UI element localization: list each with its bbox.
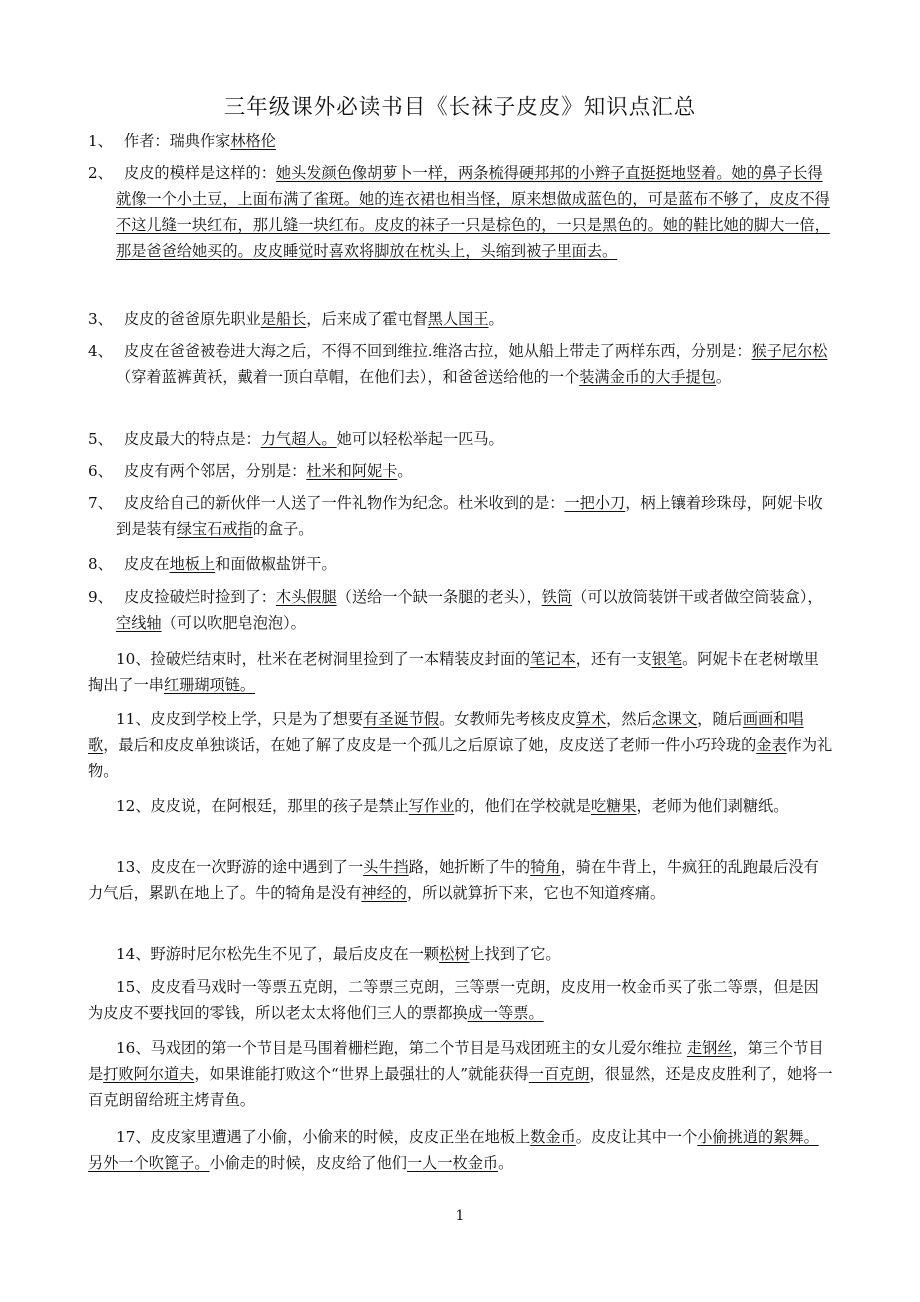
item-number: 1、 <box>88 132 113 150</box>
item-text: ，最后和皮皮单独谈话，在她了解了皮皮是一个孤儿之后原谅了她，皮皮送了老师一件小巧玲珑的 <box>103 736 757 754</box>
item-number: 6、 <box>88 462 113 480</box>
answer-text: 吃糖果 <box>590 797 637 815</box>
answer-text: 松树 <box>439 945 470 963</box>
item-text: 皮皮有两个邻居，分别是： <box>124 462 307 480</box>
item-number: 8、 <box>88 555 113 573</box>
answer-text: 银笔 <box>651 650 683 668</box>
list-item <box>88 426 833 452</box>
item-text: ，然后 <box>606 710 652 728</box>
item-text: 皮皮的爸爸原先职业 <box>124 310 261 328</box>
item-text: ，随后 <box>697 710 743 728</box>
item-text: 。 <box>715 368 732 386</box>
item-number: 2、 <box>88 164 113 182</box>
item-text: 11、皮皮到学校上学，只是为了想要 <box>116 710 364 728</box>
answer-text: 杜米和阿妮卡 <box>306 462 398 480</box>
list-item <box>88 1035 833 1113</box>
item-number: 9、 <box>88 588 113 606</box>
item-text: 13、皮皮在一次野游的途中遇到了一 <box>116 858 364 876</box>
answer-text: 空线轴 <box>116 614 162 632</box>
item-text: 皮皮捡破烂时捡到了： <box>124 588 276 606</box>
answer-text: 木头假腿 <box>275 588 337 606</box>
item-text: ，很显然，还是皮皮胜利了，她将一百克朗留给班主烤青鱼。 <box>88 1065 833 1109</box>
item-text: 15、皮皮看马戏时一等票五克朗，二等票三克朗，三等票一克朗，皮皮用一枚金币买了张二等票，但是因为皮皮不要找回的零钱，所以老太太将他们三人的票都换 <box>88 978 819 1022</box>
item-text: （送给一个缺一条腿的老头）， <box>336 588 542 606</box>
item-text: 。女教师先考核皮皮 <box>439 710 576 728</box>
item-text: ，柄上镶着珍珠母，阿妮卡收到是装有 <box>116 494 823 538</box>
item-number: 3、 <box>88 310 113 328</box>
answer-text: 笔记本 <box>530 650 576 668</box>
answer-text: 画画和唱歌 <box>88 710 804 754</box>
item-text: 12、皮皮说，在阿根廷，那里的孩子是禁止 <box>116 797 409 815</box>
item-text: ，第三个节目是 <box>88 1039 824 1083</box>
answer-text: 念课文 <box>651 710 698 728</box>
answer-text: 铁筒 <box>541 588 573 606</box>
item-text: 她可以轻松举起一匹马。 <box>336 430 504 448</box>
item-text: ，如果谁能打败这个“世界上最强壮的人”就能获得 <box>194 1065 529 1083</box>
answer-text: 是船长 <box>260 310 307 328</box>
answer-text: 神经的 <box>361 884 407 902</box>
list-item <box>88 306 833 332</box>
item-text: ，后来成了霍屯督 <box>306 310 428 328</box>
page-number: 1 <box>455 1208 465 1224</box>
item-text: （可以吹肥皂泡泡）。 <box>161 614 306 632</box>
item-text: 皮皮给自己的新伙伴一人送了一件礼物作为纪念。杜米收到的是： <box>124 494 565 512</box>
answer-text: 犄角 <box>530 858 561 876</box>
answer-text: 算术 <box>575 710 607 728</box>
list-item <box>88 160 833 264</box>
item-text: 14、野游时尼尔松先生不见了，最后皮皮在一颗 <box>116 945 440 963</box>
item-text: 16、马戏团的第一个节目是马围着栅栏跑，第二个节目是马戏团班主的女儿爱尔维拉 <box>116 1039 687 1057</box>
item-number: 7、 <box>88 494 113 512</box>
item-text: 。皮皮让其中一个 <box>575 1128 698 1146</box>
item-number: 5、 <box>88 430 113 448</box>
item-text: 。 <box>397 462 413 480</box>
list-item <box>88 1124 833 1176</box>
list-item <box>88 941 833 967</box>
list-item <box>88 854 833 906</box>
item-text: 上找到了它。 <box>469 945 561 963</box>
answer-text: 黑人国王 <box>427 310 489 328</box>
answer-text: 有圣诞节假 <box>363 710 440 728</box>
list-item <box>88 128 833 154</box>
list-item <box>88 458 833 484</box>
item-text: 和面做椒盐饼干。 <box>215 555 337 573</box>
item-text: 皮皮在爸爸被卷进大海之后，不得不回到维拉.维洛古拉，她从船上带走了两样东西，分别是： <box>124 342 752 360</box>
list-item <box>88 646 833 698</box>
answer-text: 头牛挡 <box>363 858 409 876</box>
answer-text: 成一等票。 <box>467 1004 544 1022</box>
item-text: 皮皮最大的特点是： <box>124 430 261 448</box>
answer-text: 装满金币的大手提包 <box>579 368 716 386</box>
answer-text: 红珊瑚项链。 <box>163 676 256 694</box>
item-text: 皮皮在 <box>124 555 170 573</box>
item-text: 10、捡破烂结束时，杜米在老树洞里捡到了一本精装皮封面的 <box>116 650 531 668</box>
answer-text: 地板上 <box>169 555 216 573</box>
list-item <box>88 706 833 784</box>
list-item <box>88 338 833 390</box>
item-text: 作为礼物。 <box>88 736 833 780</box>
item-text: 。 <box>498 1154 514 1172</box>
list-item <box>88 490 833 542</box>
item-text: ，骑在牛背上，牛疯狂的乱跑最后没有力气后，累趴在地上了。牛的犄角是没有 <box>88 858 819 902</box>
answer-text: 走钢丝 <box>686 1039 733 1057</box>
list-item <box>88 551 833 577</box>
answer-text: 她头发颜色像胡萝卜一样，两条梳得硬邦邦的小辫子直挺挺地竖着。她的鼻子长得就像一个小土豆，上面布满了雀斑。她的连衣裙也相当怪，原来想做成蓝色的，可是蓝布不够了，皮皮不得不这儿缝一块红布，那儿缝一块红布。皮皮的袜子一只是棕色的，一只是黑色的。她的鞋比她的脚大一倍，那是爸爸给她买的。皮皮睡觉时喜欢将脚放在枕头上，头缩到被子里面去。 <box>116 164 830 260</box>
list-item <box>88 793 833 819</box>
answer-text: 金表 <box>756 736 787 754</box>
item-text: 17、皮皮家里遭遇了小偷，小偷来的时候，皮皮正坐在地板上 <box>116 1128 531 1146</box>
item-text: 。 <box>488 310 504 328</box>
item-text: （可以放筒装饼干或者做空筒装盒）， <box>572 588 823 606</box>
answer-text: 林格伦 <box>230 132 276 150</box>
item-text: ，老师为他们剥糖纸。 <box>636 797 789 815</box>
item-text: ，还有一支 <box>575 650 652 668</box>
answer-text: 打败阿尔道夫 <box>103 1065 195 1083</box>
answer-text: 一把小刀 <box>564 494 626 512</box>
item-text: （穿着蓝裤黄袄，戴着一顶白草帽，在他们去），和爸爸送给他的一个 <box>116 368 580 386</box>
item-text: 小偷走的时候，皮皮给了他们 <box>209 1154 407 1172</box>
item-text: 作者：瑞典作家 <box>124 132 231 150</box>
item-text: 路，她折断了牛的 <box>408 858 531 876</box>
answer-text: 绿宝石戒指 <box>176 520 253 538</box>
item-text: 皮皮的模样是这样的： <box>124 164 276 182</box>
item-text: 的，他们在学校就是 <box>454 797 591 815</box>
answer-text: 猴子尼尔松 <box>751 342 828 360</box>
answer-text: 数金币 <box>530 1128 576 1146</box>
answer-text: 一百克朗 <box>528 1065 590 1083</box>
list-item <box>88 974 833 1026</box>
answer-text: 一人一枚金币 <box>406 1154 499 1172</box>
item-text: 的盒子。 <box>252 520 314 538</box>
item-text: 。阿妮卡在老树墩里掏出了一串 <box>88 650 819 694</box>
answer-text: 力气超人。 <box>260 430 337 448</box>
list-item <box>88 584 833 636</box>
item-number: 4、 <box>88 342 113 360</box>
document-title: 三年级课外必读书目《长袜子皮皮》知识点汇总 <box>223 95 697 120</box>
answer-text: 小偷挑逍的絮舞。另外一个吹篦子。 <box>88 1128 819 1172</box>
item-text: ，所以就算折下来，它也不知道疼痛。 <box>406 884 666 902</box>
answer-text: 写作业 <box>408 797 455 815</box>
